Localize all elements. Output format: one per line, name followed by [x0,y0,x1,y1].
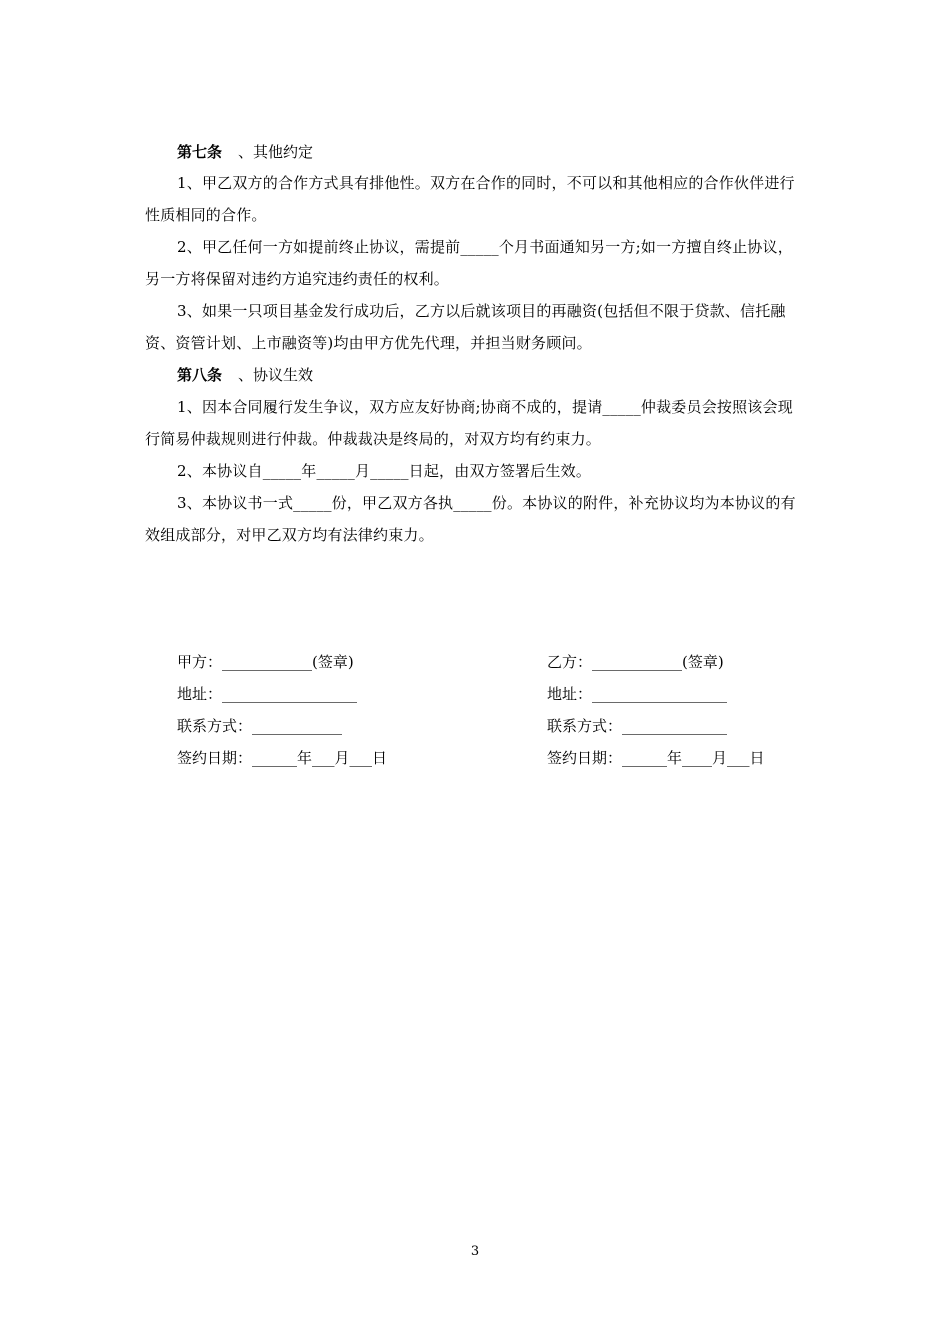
article-7-paragraph-2: 2、甲乙任何一方如提前终止协议，需提前_____个月书面通知另一方;如一方擅自终止协议，另一方将保留对违约方追究违约责任的权利。 [145,238,793,288]
party-a-name-line: 甲方：____________(签章) [177,653,354,671]
page-number: 3 [470,1244,480,1259]
article-8-paragraph-2: 2、本协议自_____年_____月_____日起，由双方签署后生效。 [177,462,592,480]
article-7-number: 第七条 [177,143,223,161]
article-8-heading [177,365,313,385]
article-8-paragraph-3: 3、本协议书一式_____份，甲乙双方各执_____份。本协议的附件，补充协议均为本协议的有效组成部分，对甲乙双方均有法律约束力。 [145,494,796,544]
article-7-paragraph-3: 3、如果一只项目基金发行成功后，乙方以后就该项目的再融资(包括但不限于贷款、信托融资、资管计划、上市融资等)均由甲方优先代理，并担当财务顾问。 [145,302,786,352]
article-7-title: 、其他约定 [238,143,314,161]
party-a-date-line: 签约日期：______年___月___日 [177,749,388,767]
party-b-date-line: 签约日期：______年____月___日 [547,749,765,767]
party-b-name-line: 乙方：____________(签章) [547,653,724,671]
article-8-number: 第八条 [177,366,223,384]
party-b-address-line: 地址：__________________ [547,685,728,703]
party-a-contact-line: 联系方式：____________ [177,717,343,735]
article-7-heading [177,142,313,162]
article-8-title: 、协议生效 [238,366,314,384]
party-a-address-line: 地址：__________________ [177,685,358,703]
article-8-paragraph-1: 1、因本合同履行发生争议，双方应友好协商;协商不成的，提请_____仲裁委员会按照该会现行简易仲裁规则进行仲裁。仲裁裁决是终局的，对双方均有约束力。 [145,398,793,448]
article-7-paragraph-1: 1、甲乙双方的合作方式具有排他性。双方在合作的同时，不可以和其他相应的合作伙伴进行性质相同的合作。 [145,174,795,224]
party-b-contact-line: 联系方式：______________ [547,717,728,735]
